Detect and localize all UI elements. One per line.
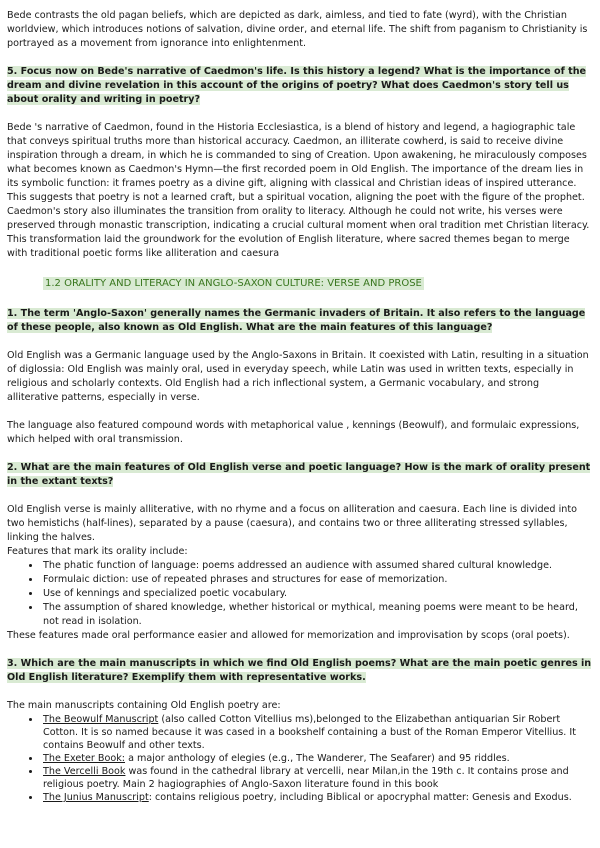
question-1-text: 1. The term 'Anglo-Saxon' generally names the Germanic invaders of Britain. It also refers to the language of these people, also known as Old English. What are the main features of this language?	[7, 308, 586, 333]
manuscript-name: The Beowulf Manuscript	[43, 714, 159, 725]
features-intro: Features that mark its orality include:	[7, 546, 188, 557]
list-item: • The assumption of shared knowledge, whether historical or mythical, meaning poems were meant to be heard, not read in isolation.	[41, 601, 593, 629]
answer-2: Old English verse is mainly alliterative, with no rhyme and a focus on alliteration and caesura. Each line is divided into two hemistichs (half-lines), separated by a pause (caesura), and contains two or three alliterating stressed syllables, linking the halves.	[7, 504, 577, 543]
question-5	[7, 65, 593, 107]
question-5-text: 5. Focus now on Bede's narrative of Caedmon's life. Is this history a legend? What is the importance of the dream and divine revelation in this account of the origins of poetry? What does Caedmon's story tell us about orality and writing in poetry?	[7, 66, 587, 105]
list-item: • Formulaic diction: use of repeated phrases and structures for ease of memorization.	[41, 573, 593, 587]
manuscript-description: a major anthology of elegies (e.g., The Wanderer, The Seafarer) and 95 riddles.	[125, 753, 510, 764]
list-item: • The phatic function of language: poems addressed an audience with assumed shared cultural knowledge.	[41, 559, 593, 573]
answer-5: Bede 's narrative of Caedmon, found in the Historia Ecclesiastica, is a blend of history and legend, a hagiographic tale that conveys spiritual truths more than historical accuracy. Caedmon, an illiterate cowherd, is said to receive divine inspiration through a dream, in which he is commanded to sing of Creation. Upon awakening, he miraculously composes what becomes known as Caedmon's Hymn—the first recorded poem in Old English. The importance of the dream lies in its symbolic function: it frames poetry as a divine gift, aligning with classical and Christian ideas of inspired utterance. This suggests that poetry is not a learned craft, but a spiritual vocation, aligning the poet with the figure of the prophet. Caedmon's story also illuminates the transition from orality to literacy. Although he could not write, his verses were preserved through monastic transcription, indicating a crucial cultural moment when oral tradition met Christian literacy. This transformation laid the groundwork for the evolution of English literature, where sacred themes began to merge with traditional poetic forms like alliteration and caesura	[7, 122, 590, 259]
question-3-text: 3. Which are the main manuscripts in which we find Old English poems? What are the main poetic genres in Old English literature? Exemplify them with representative works.	[7, 658, 592, 683]
manuscript-description: (also called Cotton Vitellius ms),belonged to the Elizabethan antiquarian Sir Robert Cotton. It is so named because it was cased in a bookshelf containing a bust of the Roman Emperor Vitellius. It contains Beowulf and other texts.	[43, 714, 576, 751]
list-item	[41, 791, 593, 804]
intro-paragraph: Bede contrasts the old pagan beliefs, which are depicted as dark, aimless, and tied to fate (wyrd), with the Christian worldview, which introduces notions of salvation, divine order, and eternal life. The shift from paganism to Christianity is portrayed as a movement from ignorance into enlightenment.	[7, 10, 588, 49]
answer-1-paragraph-2: The language also featured compound words with metaphorical value , kennings (Beowulf), and formulaic expressions, which helped with oral transmission.	[7, 420, 580, 445]
list-item: • Use of kennings and specialized poetic vocabulary.	[41, 587, 593, 601]
question-3	[7, 657, 593, 685]
list-item	[41, 713, 593, 752]
question-1	[7, 307, 593, 335]
manuscripts-list	[7, 713, 593, 804]
manuscript-description: : contains religious poetry, including Biblical or apocryphal matter: Genesis and Exodus.	[148, 792, 572, 803]
question-2-text: 2. What are the main features of Old English verse and poetic language? How is the mark of orality present in the extant texts?	[7, 462, 591, 487]
section-heading-text: 1.2 ORALITY AND LITERACY IN ANGLO-SAXON CULTURE: VERSE AND PROSE	[45, 278, 422, 289]
features-conclusion: These features made oral performance easier and allowed for memorization and improvisation by scops (oral poets).	[7, 630, 570, 641]
manuscript-name: The Exeter Book:	[43, 753, 126, 764]
manuscript-name: The Vercelli Book	[43, 766, 126, 777]
answer-1-paragraph-1: Old English was a Germanic language used by the Anglo-Saxons in Britain. It coexisted with Latin, resulting in a situation of diglossia: Old English was mainly oral, used in everyday speech, while Latin was used in written texts, especially in religious and scholarly contexts. Old English had a rich inflectional system, a Germanic vocabulary, and strong alliterative patterns, especially in verse.	[7, 350, 589, 403]
manuscript-description: was found in the cathedral library at vercelli, near Milan,in the 19th c. It contains prose and religious poetry. Main 2 hagiographies of Anglo-Saxon literature found in this book	[43, 766, 569, 790]
list-item	[41, 765, 593, 791]
section-heading	[7, 277, 593, 291]
features-list	[7, 559, 593, 629]
list-item	[41, 752, 593, 765]
manuscripts-intro: The main manuscripts containing Old English poetry are:	[7, 700, 281, 711]
question-2	[7, 461, 593, 489]
manuscript-name: The Junius Manuscript	[43, 792, 149, 803]
